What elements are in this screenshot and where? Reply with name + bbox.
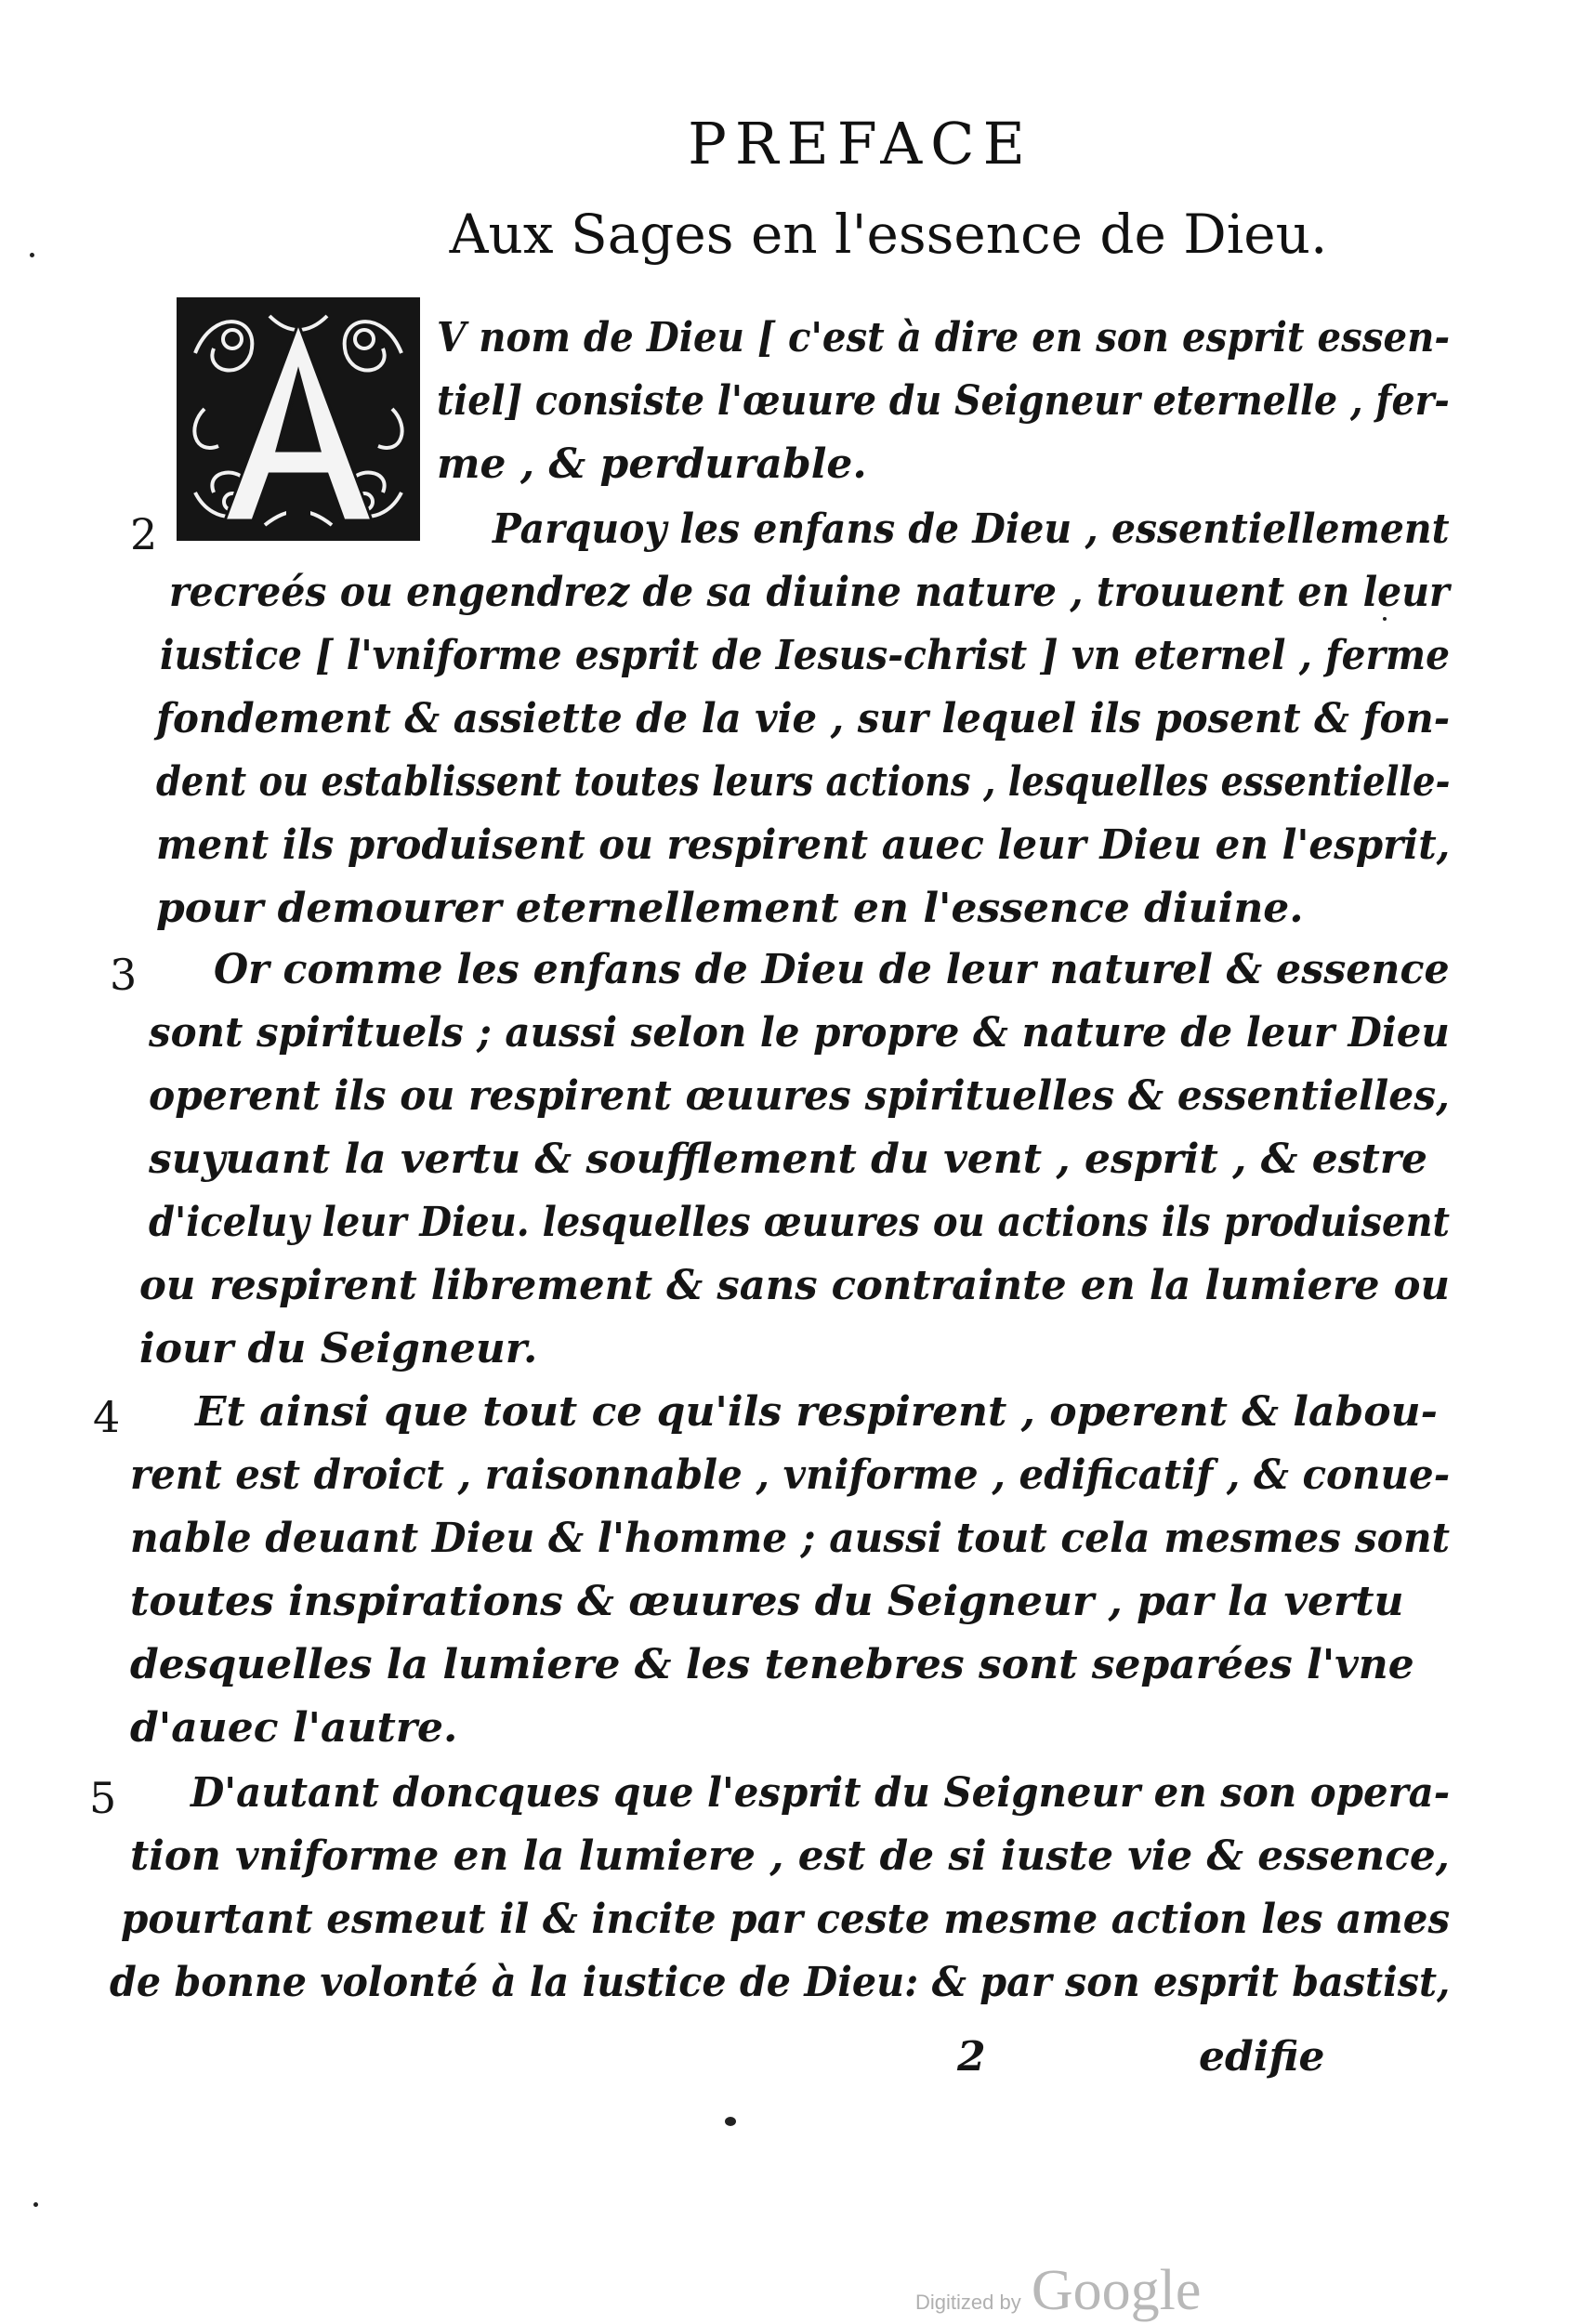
page-subtitle: Aux Sages en l'essence de Dieu. <box>449 203 1328 266</box>
digitized-watermark <box>915 2258 1201 2324</box>
ornamental-dropcap <box>177 297 420 541</box>
verse-5-line-1: D'autant doncques que l'esprit du Seigneur en son opera- <box>191 1769 1451 1817</box>
page-title: PREFACE <box>688 110 1033 177</box>
verse-2-line-4: fondement & assiette de la vie , sur lequel ils posent & fon- <box>156 695 1451 742</box>
verse-number-4: 4 <box>93 1392 121 1442</box>
verse-4-line-2: rent est droict , raisonnable , vniforme , edificatif , & conue- <box>130 1451 1451 1499</box>
scan-speck <box>33 2202 38 2207</box>
verse-2-line-1: Parquoy les enfans de Dieu , essentiellement <box>493 506 1450 553</box>
verse-number-3: 3 <box>110 950 138 1000</box>
verse-5-line-2: tion vniforme en la lumiere , est de si iuste vie & essence, <box>130 1832 1450 1880</box>
verse-2-line-2: recreés ou engendrez de sa diuine nature , trouuent en leur <box>169 569 1450 616</box>
verse-3-line-2: sont spirituels ; aussi selon le propre & nature de leur Dieu <box>149 1009 1450 1057</box>
verse-3-line-6: ou respirent librement & sans contrainte en la lumiere ou <box>139 1262 1450 1309</box>
scan-speck <box>30 253 34 257</box>
catchword: edifie <box>1199 2033 1325 2081</box>
verse-5-line-4: de bonne volonté à la iustice de Dieu: & par son esprit bastist, <box>110 1959 1451 2006</box>
scan-speck <box>725 2117 736 2126</box>
verse-4-line-6: d'auec l'autre. <box>130 1704 458 1752</box>
verse-3-line-5: d'iceluy leur Dieu. lesquelles œuures ou actions ils produisent <box>149 1199 1451 1246</box>
verse-2-line-6: ment ils produisent ou respirent auec leur Dieu en l'esprit, <box>156 821 1451 869</box>
verse-2-line-7: pour demourer eternellement en l'essence diuine. <box>156 885 1304 932</box>
verse-4-line-1: Et ainsi que tout ce qu'ils respirent , operent & labou- <box>195 1388 1438 1436</box>
signature-mark: 2 <box>957 2033 986 2081</box>
verse-1-line-1: V nom de Dieu [ c'est à dire en son esprit essen- <box>437 314 1451 361</box>
scan-speck <box>1383 617 1387 621</box>
verse-4-line-4: toutes inspirations & œuures du Seigneur , par la vertu <box>130 1578 1404 1625</box>
verse-1-line-2: tiel] consiste l'œuure du Seigneur eternelle , fer- <box>437 377 1450 425</box>
verse-3-line-7: iour du Seigneur. <box>139 1325 538 1372</box>
verse-2-line-5: dent ou establissent toutes leurs actions , lesquelles essentielle- <box>156 758 1451 806</box>
watermark-brand-logo: Google <box>1031 2259 1202 2322</box>
verse-1-line-3: me , & perdurable. <box>437 440 867 488</box>
watermark-prefix: Digitized by <box>915 2291 1021 2314</box>
verse-number-5: 5 <box>89 1773 117 1823</box>
verse-number-2: 2 <box>130 509 158 559</box>
verse-3-line-4: suyuant la vertu & soufflement du vent , esprit , & estre <box>149 1136 1428 1183</box>
verse-3-line-1: Or comme les enfans de Dieu de leur naturel & essence <box>214 946 1450 993</box>
verse-4-line-5: desquelles la lumiere & les tenebres sont separées l'vne <box>130 1641 1414 1688</box>
verse-3-line-3: operent ils ou respirent œuures spirituelles & essentielles, <box>149 1072 1450 1120</box>
verse-4-line-3: nable deuant Dieu & l'homme ; aussi tout cela mesmes sont <box>130 1515 1451 1562</box>
verse-2-line-3: iustice [ l'vniforme esprit de Iesus-christ ] vn eternel , ferme <box>160 632 1451 679</box>
verse-5-line-3: pourtant esmeut il & incite par ceste mesme action les ames <box>121 1896 1451 1943</box>
